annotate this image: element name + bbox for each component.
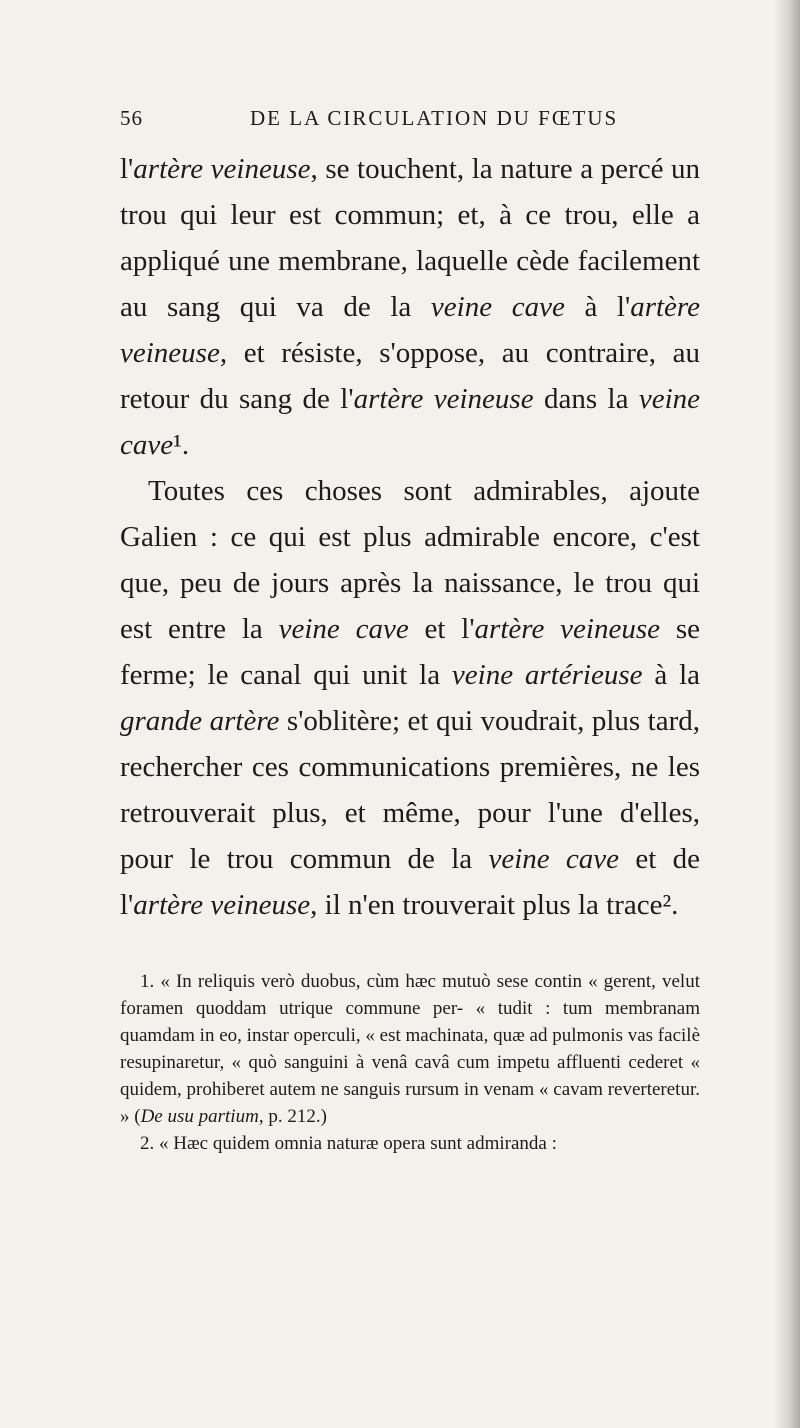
text-span: Toutes ces choses sont admirables, ajoute Galien : ce qui est plus admirable encore, c'est que, peu de jours après la naissance, le trou qui est entre la xyxy=(120,475,700,645)
text-span: , p. 212.) xyxy=(258,1106,327,1127)
footnote-1 xyxy=(120,968,700,1130)
italic-term: artère veineuse xyxy=(133,153,311,185)
footnotes xyxy=(120,968,700,1157)
text-span: , et résiste, s'oppose, au contraire, au retour du sang de l' xyxy=(120,337,700,415)
text-span: l' xyxy=(120,153,134,185)
text-span: à l' xyxy=(564,291,631,323)
page-header xyxy=(120,106,680,146)
text-span: , se touchent, la nature a percé un trou qui leur est commun; et, à ce trou, elle a appliqué une membrane, laquelle cède facilement au sang qui va de la xyxy=(120,153,701,323)
text-span: se ferme; le canal qui unit la xyxy=(120,613,700,691)
paragraph-1 xyxy=(120,146,700,468)
footnote-2: 2. « Hæc quidem omnia naturæ opera sunt admiranda : xyxy=(140,1133,557,1154)
text-span: dans la xyxy=(533,383,639,415)
footnote-ref-1: ¹. xyxy=(173,429,190,461)
page-edge-shadow xyxy=(774,0,800,1428)
italic-term: artère veineuse xyxy=(120,291,700,369)
page-number: 56 xyxy=(120,106,143,130)
italic-term: veine cave xyxy=(488,843,620,875)
running-title: DE LA CIRCULATION DU FŒTUS xyxy=(250,106,619,130)
text-span: et de l' xyxy=(120,843,700,921)
italic-citation: De usu partium xyxy=(140,1106,259,1127)
italic-term: grande artère xyxy=(120,705,280,737)
italic-term: veine cave xyxy=(430,291,565,323)
text-span: 1. « In reliquis verò duobus, cùm hæc mutuò sese contin « gerent, velut foramen quoddam utrique commune per- « tudit : tum membranam quamdam in eo, instar operculi, « est machinata, quæ ad pulmonis vas facilè resupinaretur, « quò sanguini à venâ cavâ cum impetu affluenti cederet « quidem, prohiberet autem ne sanguis rursum in venam « cavam reverteretur. » ( xyxy=(120,971,700,1127)
italic-term: veine cave xyxy=(120,383,700,461)
text-span: s'oblitère; et qui voudrait, plus tard, rechercher ces communications premières, ne les retrouverait plus, et même, pour l'une d'elles, pour le trou commun de la xyxy=(120,705,701,875)
italic-term: artère veineuse xyxy=(353,383,534,415)
italic-term: artère veineuse xyxy=(133,889,311,921)
paragraph-2 xyxy=(120,468,700,928)
text-span: , il n'en trouverait plus la trace². xyxy=(310,889,679,921)
italic-term: veine artérieuse xyxy=(451,659,643,691)
text-span: et l' xyxy=(408,613,475,645)
text-span: à la xyxy=(642,659,700,691)
italic-term: veine cave xyxy=(278,613,409,645)
italic-term: artère veineuse xyxy=(474,613,660,645)
main-text xyxy=(120,146,700,928)
